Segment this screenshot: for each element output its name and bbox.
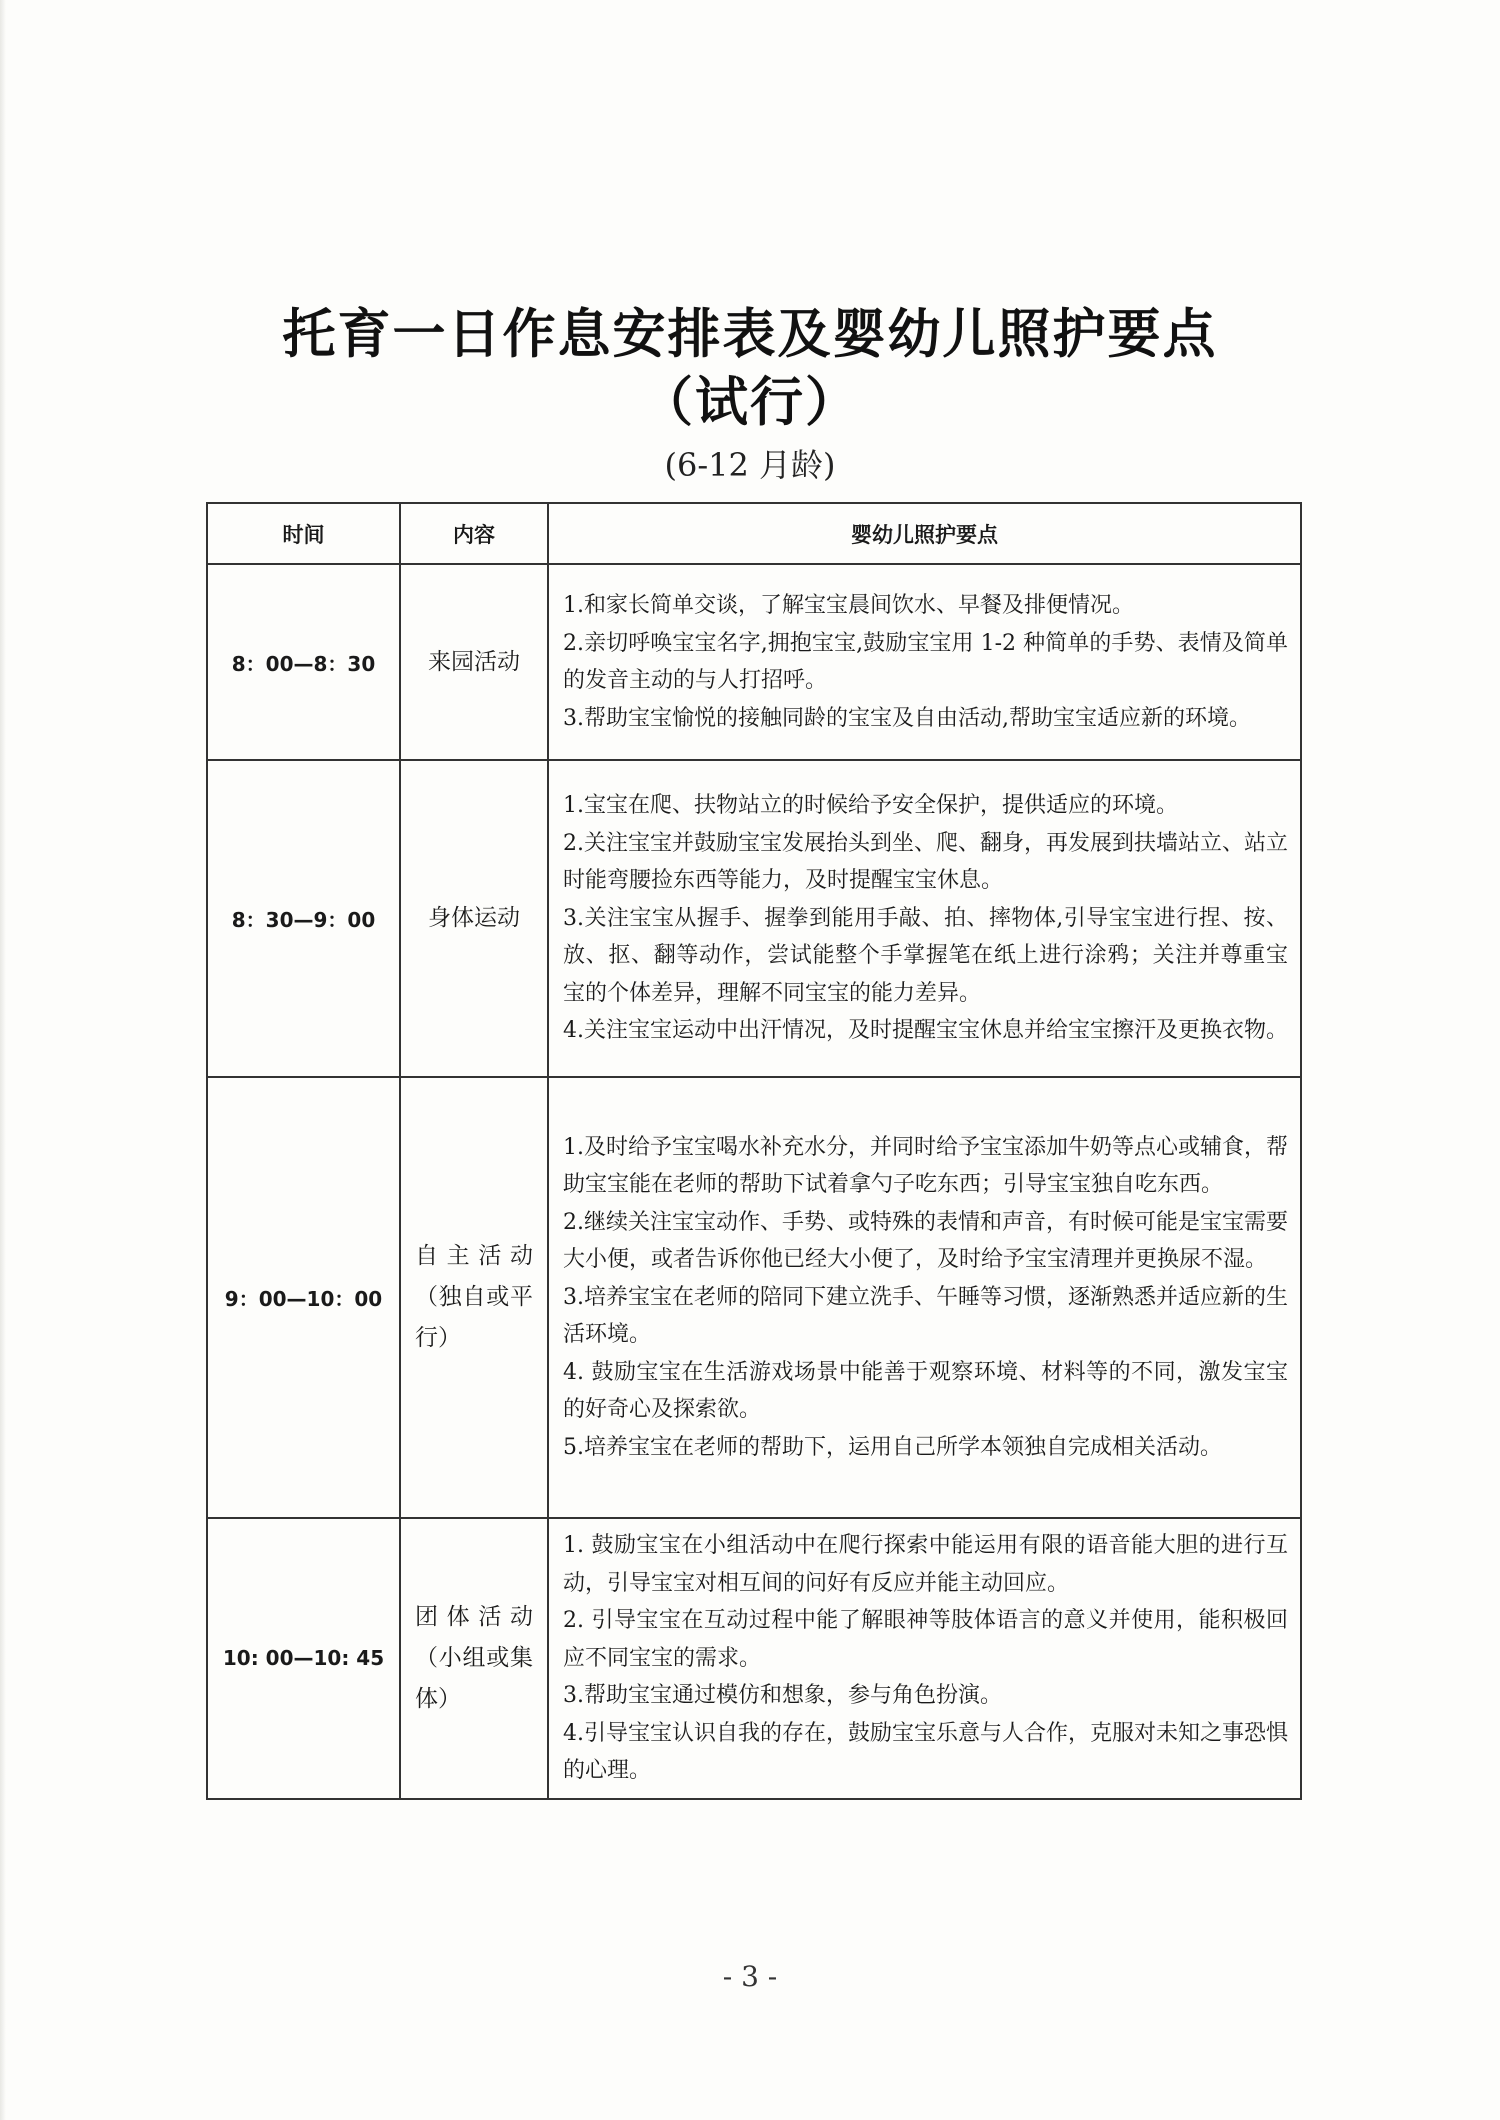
age-range-subtitle: (6-12 月龄) xyxy=(664,446,836,484)
table-row xyxy=(207,1077,1301,1518)
row-content: 自主活动（独自或平行） xyxy=(400,1077,548,1518)
care-point: 5.培养宝宝在老师的帮助下，运用自己所学本领独自完成相关活动。 xyxy=(563,1434,1222,1460)
row-time: 8：30—9：00 xyxy=(207,760,400,1077)
row-content: 身体运动 xyxy=(400,760,548,1077)
care-point: 1.和家长简单交谈，了解宝宝晨间饮水、早餐及排便情况。 xyxy=(563,593,1134,618)
care-point: 2.亲切呼唤宝宝名字,拥抱宝宝,鼓励宝宝用 1-2 种简单的手势、表情及简单的发音主动的与人打招呼。 xyxy=(563,630,1288,693)
row-content: 来园活动 xyxy=(400,564,548,760)
document-title-trial: （试行） xyxy=(640,372,860,433)
table-row xyxy=(207,564,1301,760)
care-point: 4. 鼓励宝宝在生活游戏场景中能善于观察环境、材料等的不同，激发宝宝的好奇心及探索欲。 xyxy=(563,1359,1288,1423)
document-title: 托育一日作息安排表及婴幼儿照护要点 xyxy=(282,304,1218,365)
table-row xyxy=(207,760,1301,1077)
care-point: 4.引导宝宝认识自我的存在，鼓励宝宝乐意与人合作，克服对未知之事恐惧的心理。 xyxy=(563,1720,1288,1783)
row-care-points xyxy=(548,1518,1301,1799)
care-point: 1.及时给予宝宝喝水补充水分，并同时给予宝宝添加牛奶等点心或辅食，帮助宝宝能在老师的帮助下试着拿勺子吃东西；引导宝宝独自吃东西。 xyxy=(563,1134,1288,1198)
table-row xyxy=(207,1518,1301,1799)
header-content: 内容 xyxy=(400,503,548,564)
row-care-points xyxy=(548,564,1301,760)
page-number: - 3 - xyxy=(722,1960,778,1993)
row-time: 8：00—8：30 xyxy=(207,564,400,760)
row-time: 9：00—10：00 xyxy=(207,1077,400,1518)
care-point: 2.关注宝宝并鼓励宝宝发展抬头到坐、爬、翻身，再发展到扶墙站立、站立时能弯腰捡东西等能力，及时提醒宝宝休息。 xyxy=(563,830,1288,894)
table-header-row xyxy=(207,503,1301,564)
care-point: 1. 鼓励宝宝在小组活动中在爬行探索中能运用有限的语音能大胆的进行互动，引导宝宝对相互间的问好有反应并能主动回应。 xyxy=(563,1533,1288,1596)
header-time: 时间 xyxy=(207,503,400,564)
row-content: 团体活动（小组或集体） xyxy=(400,1518,548,1799)
care-point: 3.培养宝宝在老师的陪同下建立洗手、午睡等习惯，逐渐熟悉并适应新的生活环境。 xyxy=(563,1284,1288,1348)
header-care-points: 婴幼儿照护要点 xyxy=(548,503,1301,564)
care-point: 3.关注宝宝从握手、握拳到能用手敲、拍、摔物体,引导宝宝进行捏、按、放、抠、翻等动作，尝试能整个手掌握笔在纸上进行涂鸦；关注并尊重宝宝的个体差异，理解不同宝宝的能力差异。 xyxy=(563,905,1288,1006)
row-care-points xyxy=(548,760,1301,1077)
care-point: 2.继续关注宝宝动作、手势、或特殊的表情和声音，有时候可能是宝宝需要大小便，或者告诉你他已经大小便了，及时给予宝宝清理并更换尿不湿。 xyxy=(563,1209,1288,1273)
row-time: 10: 00—10: 45 xyxy=(207,1518,400,1799)
care-point: 1.宝宝在爬、扶物站立的时候给予安全保护，提供适应的环境。 xyxy=(563,793,1178,819)
care-point: 4.关注宝宝运动中出汗情况，及时提醒宝宝休息并给宝宝擦汗及更换衣物。 xyxy=(563,1018,1288,1044)
care-point: 2. 引导宝宝在互动过程中能了解眼神等肢体语言的意义并使用，能积极回应不同宝宝的需求。 xyxy=(563,1608,1288,1671)
care-point: 3.帮助宝宝愉悦的接触同龄的宝宝及自由活动,帮助宝宝适应新的环境。 xyxy=(563,705,1251,731)
care-point: 3.帮助宝宝通过模仿和想象，参与角色扮演。 xyxy=(563,1683,1002,1708)
row-care-points xyxy=(548,1077,1301,1518)
schedule-table xyxy=(206,502,1302,1800)
